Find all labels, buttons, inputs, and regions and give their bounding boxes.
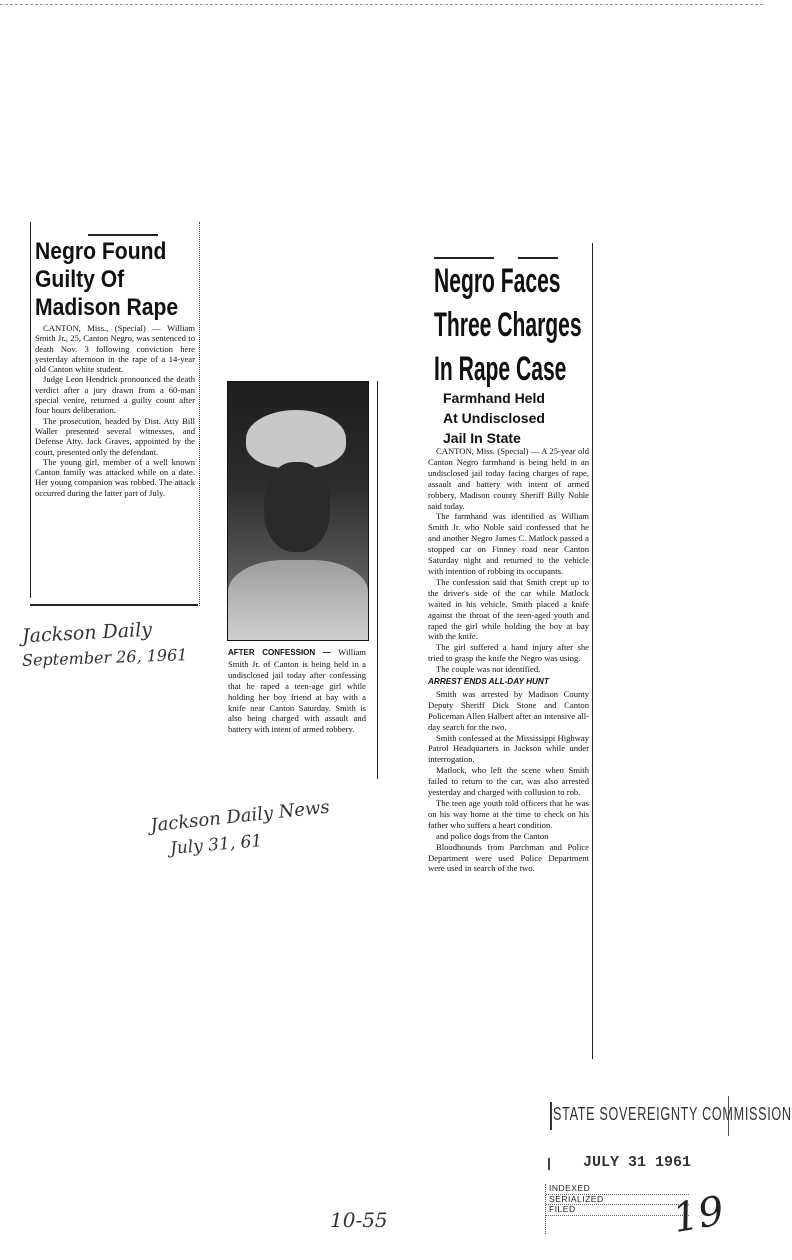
headline-line-2: Three Charges [434,306,582,344]
headline-rule [88,234,158,236]
clipping-guilty-verdict [30,222,198,606]
paragraph: Smith was arrested by Madison County Deputy Sheriff Dick Stone and Canton Policeman Allen Halbert after an intensive all-day search for the two. [428,688,589,732]
handwritten-source: Jackson Daily News [149,796,331,837]
commission-stamp [545,1096,792,1246]
clipping-photo [226,381,378,779]
headline-line-2: Guilty Of [35,266,125,293]
paragraph: Matlock, who left the scene when Smith failed to return to the car, was also arrested yesterday and charged with collusion to rob. [428,765,589,798]
stamp-serialized: SERIALIZED [546,1195,689,1206]
photo-cap [246,410,346,468]
section-subhead: ARREST ENDS ALL-DAY HUNT [428,677,549,687]
paragraph: The girl suffered a hand injury after she tried to grasp the knife the Negro was using. [428,642,589,664]
handwritten-date: September 26, 1961 [21,645,188,670]
paragraph: Judge Leon Hendrick pronounced the death verdict after a jury drawn from a 60-man special venire, returned a guilty count after four hours deliberation. [35,374,195,416]
subheadline [443,388,583,448]
paragraph: The young girl, member of a well known Canton family was attacked while on a date. Her young companion was robbed. The attack occurred during the latter part of July. [35,456,195,498]
paragraph: Bloodhounds from Parchman and Police Department were used Police Department were used in search of the two. [428,841,589,874]
headline [35,238,180,322]
paragraph: The confession said that Smith crept up to the driver's side of the car while Matlock waited in his vehicle. Smith placed a knife against the throat of the teen-aged youth and raped the girl while holding the boy at bay with the knife. [428,576,589,642]
clipping-border-right [199,222,200,606]
photo-caption [228,647,366,735]
stamp-date: JULY 31 1961 [583,1154,692,1171]
handwritten-date: July 31, 61 [169,831,263,859]
headline-line-1: Negro Faces [434,262,561,300]
paragraph: The prosecution, headed by Dist. Atty Bill Waller presented several witnesses, and Defense Atty. Jack Graves, appointed by the court, presented only the defendant. [35,415,195,457]
clipping-border-right [592,243,593,1059]
top-edge-line [0,4,763,5]
paragraph: CANTON, Miss., (Special) — William Smith Jr., 25, Canton Negro, was sentenced to death Nov. 3 following conviction here yesterday afternoon in the rape of a 14-year old Canton white student. [35,323,195,375]
headline-line-1: Negro Found [35,238,167,265]
stamp-handwritten-initial: 19 [669,1187,728,1243]
deck-line-2: At Undisclosed [443,410,545,426]
deck-line-3: Jail In State [443,430,521,446]
photograph [227,381,369,641]
paragraph: The farmhand was identified as William Smith Jr. who Noble said confessed that he and another Negro James C. Matlock passed a stopped car on Finney road near Canton Saturday night and returned to the vehicle with intention of robbing its occupants. [428,511,589,576]
stamp-title: STATE SOVEREIGNTY COMMISSION [553,1104,792,1124]
deck-line-1: Farmhand Held [443,390,545,406]
article-body [35,323,195,498]
stamp-indexed: INDEXED [546,1184,689,1195]
handwritten-file-number: 10-55 [330,1208,388,1232]
clipping-border-bottom [30,604,198,606]
handwritten-source: Jackson Daily [21,618,153,648]
photo-shirt [228,560,368,640]
headline-line-3: Madison Rape [35,294,179,321]
paragraph: and police dogs from the Canton [436,830,549,841]
paragraph: Smith confessed at the Mississippi Highway Patrol Headquarters in Jackson while under interrogation. [428,732,589,765]
article-body [428,446,589,874]
headline [434,259,582,391]
stamp-filed: FILED [546,1205,689,1216]
paragraph: CANTON, Miss. (Special) — A 25-year old Canton Negro farmhand is being held in an undisclosed jail today facing charges of rape, assault and battery with intent of armed robbery, Madison county Sheriff Billy Noble said today. [428,446,589,511]
clipping-three-charges [428,243,593,1059]
paragraph: The couple was not identified. [436,664,541,675]
paragraph: The teen age youth told officers that he was on his way home at the time to check on his father who suffers a heart condition. [428,798,589,830]
stamp-tick [548,1158,550,1170]
stamp-bar [550,1102,552,1130]
clipping-border-left [30,222,31,598]
caption-lead: AFTER CONFESSION — [228,648,331,657]
photo-face [264,462,330,552]
clipping-border-right [377,381,378,779]
caption-text: William Smith Jr. of Canton is being held in a undisclosed jail today after confessing that he raped a teen-age girl while holding her boy friend at bay with a knife near Canton Saturday. Smith is also being charged with assault and battery with intent of armed robbery. [228,647,366,735]
headline-line-3: In Rape Case [434,350,567,388]
